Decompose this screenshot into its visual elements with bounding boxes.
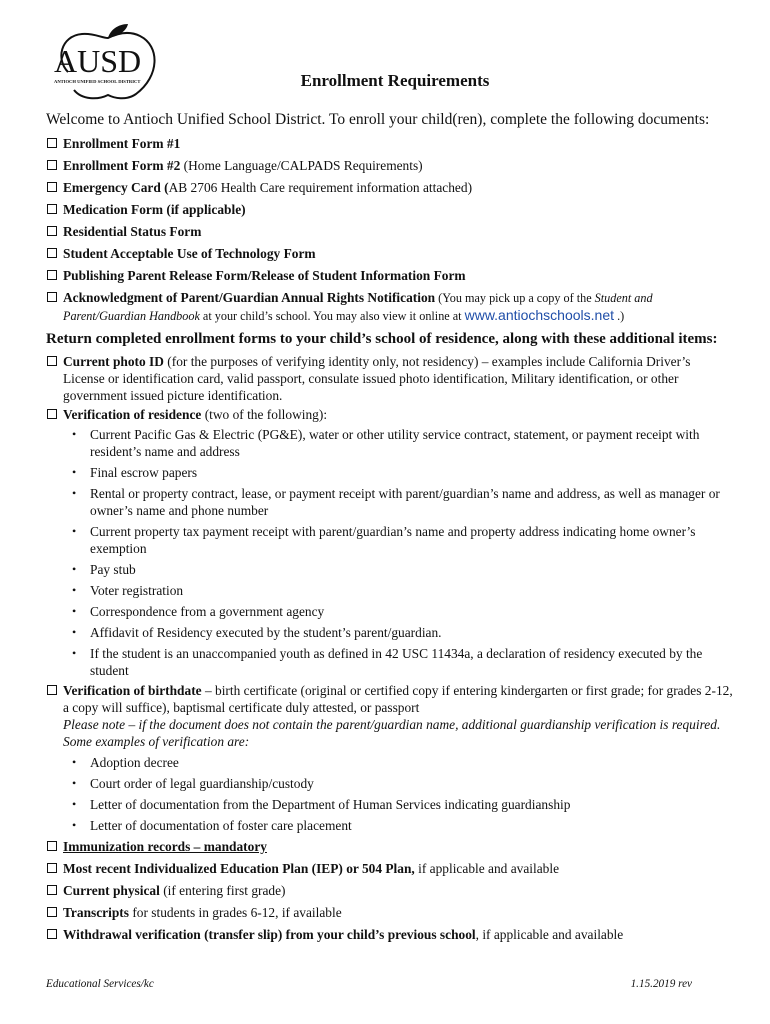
checkbox[interactable] (47, 841, 57, 851)
checklist-item: Emergency Card (AB 2706 Health Care requirement information attached) (46, 179, 734, 196)
intro-text: Welcome to Antioch Unified School District. To enroll your child(ren), complete the following documents: (46, 111, 710, 128)
checkbox[interactable] (47, 863, 57, 873)
footer-right: 1.15.2019 rev (630, 978, 692, 990)
checkbox[interactable] (47, 907, 57, 917)
checkbox[interactable] (47, 204, 57, 214)
list-item: • Pay stub (72, 562, 136, 577)
website-link[interactable]: www.antiochschools.net (464, 307, 615, 323)
residence-list (46, 426, 734, 679)
checkbox[interactable] (47, 248, 57, 258)
list-item: • Correspondence from a government agency (72, 604, 325, 619)
checklist-item: Enrollment Form #2 (Home Language/CALPADS Requirements) (46, 157, 734, 174)
checkbox[interactable] (47, 685, 57, 695)
list-item: • Rental or property contract, lease, or payment receipt with parent/guardian’s name and address, as well as manager or owner’s name and phone number (72, 486, 720, 518)
list-item: • Current property tax payment receipt with parent/guardian’s name and property address indicating home owner’s exemption (72, 524, 696, 556)
checklist-item-physical: Current physical (if entering first grade) (46, 882, 734, 899)
checklist-item: Medication Form (if applicable) (46, 201, 734, 218)
documents-checklist (46, 135, 734, 325)
checklist-item-immunization: Immunization records – mandatory (46, 838, 734, 855)
checklist-item-withdrawal: Withdrawal verification (transfer slip) from your child’s previous school, if applicable and available (46, 926, 734, 943)
checkbox[interactable] (47, 292, 57, 302)
guardianship-list (46, 754, 734, 834)
checkbox[interactable] (47, 356, 57, 366)
additional-items (46, 353, 734, 943)
checklist-item-birthdate: Verification of birthdate – birth certificate (original or certified copy if entering kindergarten or first grade; for grades 2-12, a copy will suffice), baptismal certificate duly attested, or passport (46, 682, 734, 716)
guardianship-note: Please note – if the document does not contain the parent/guardian name, additional guardianship verification is required. Some examples of verification are: (63, 717, 721, 749)
list-item: • Court order of legal guardianship/custody (72, 776, 314, 791)
section-heading: Return completed enrollment forms to your child’s school of residence, along with these additional items: (46, 331, 718, 347)
checklist-item: Enrollment Form #1 (46, 135, 734, 152)
checklist-item-residence: Verification of residence (two of the following): (46, 406, 734, 423)
list-item: • Voter registration (72, 583, 184, 598)
checklist-item: Publishing Parent Release Form/Release of Student Information Form (46, 267, 734, 284)
list-item: • Current Pacific Gas & Electric (PG&E), water or other utility service contract, statement, or payment receipt with resident’s name and address (72, 427, 700, 459)
checkbox[interactable] (47, 226, 57, 236)
checkbox[interactable] (47, 270, 57, 280)
checkbox[interactable] (47, 182, 57, 192)
checkbox[interactable] (47, 885, 57, 895)
list-item: • If the student is an unaccompanied youth as defined in 42 USC 11434a, a declaration of residency executed by the student (72, 646, 703, 678)
list-item: • Adoption decree (72, 755, 179, 770)
checklist-item-acknowledgment: Acknowledgment of Parent/Guardian Annual Rights Notification (You may pick up a copy of the Student and Parent/Guardian Handbook at your child’s school. You may also view it online at www.antiochschools.net .) (46, 289, 734, 325)
page-title: Enrollment Requirements (300, 71, 490, 90)
checkbox[interactable] (47, 160, 57, 170)
return-section (46, 331, 734, 348)
checkbox[interactable] (47, 409, 57, 419)
list-item: • Affidavit of Residency executed by the student’s parent/guardian. (72, 625, 442, 640)
checklist-item-iep: Most recent Individualized Education Plan (IEP) or 504 Plan, if applicable and available (46, 860, 734, 877)
list-item: • Letter of documentation from the Department of Human Services indicating guardianship (72, 797, 571, 812)
checklist-item-transcripts: Transcripts for students in grades 6-12, if available (46, 904, 734, 921)
footer-left: Educational Services/kc (46, 978, 154, 990)
checkbox[interactable] (47, 138, 57, 148)
list-item: • Letter of documentation of foster care placement (72, 818, 352, 833)
checkbox[interactable] (47, 929, 57, 939)
logo-subtitle: ANTIOCH UNIFIED SCHOOL DISTRICT (54, 79, 141, 84)
logo-letters: AUSD (54, 43, 142, 79)
list-item: • Final escrow papers (72, 465, 198, 480)
checklist-item: Student Acceptable Use of Technology Form (46, 245, 734, 262)
checklist-item-photo-id: Current photo ID (for the purposes of verifying identity only, not residency) – examples include California Driver’s License or identification card, valid passport, consulate issued photo identification, Military identification, or other government issued picture identification. (46, 353, 734, 404)
checklist-item: Residential Status Form (46, 223, 734, 240)
